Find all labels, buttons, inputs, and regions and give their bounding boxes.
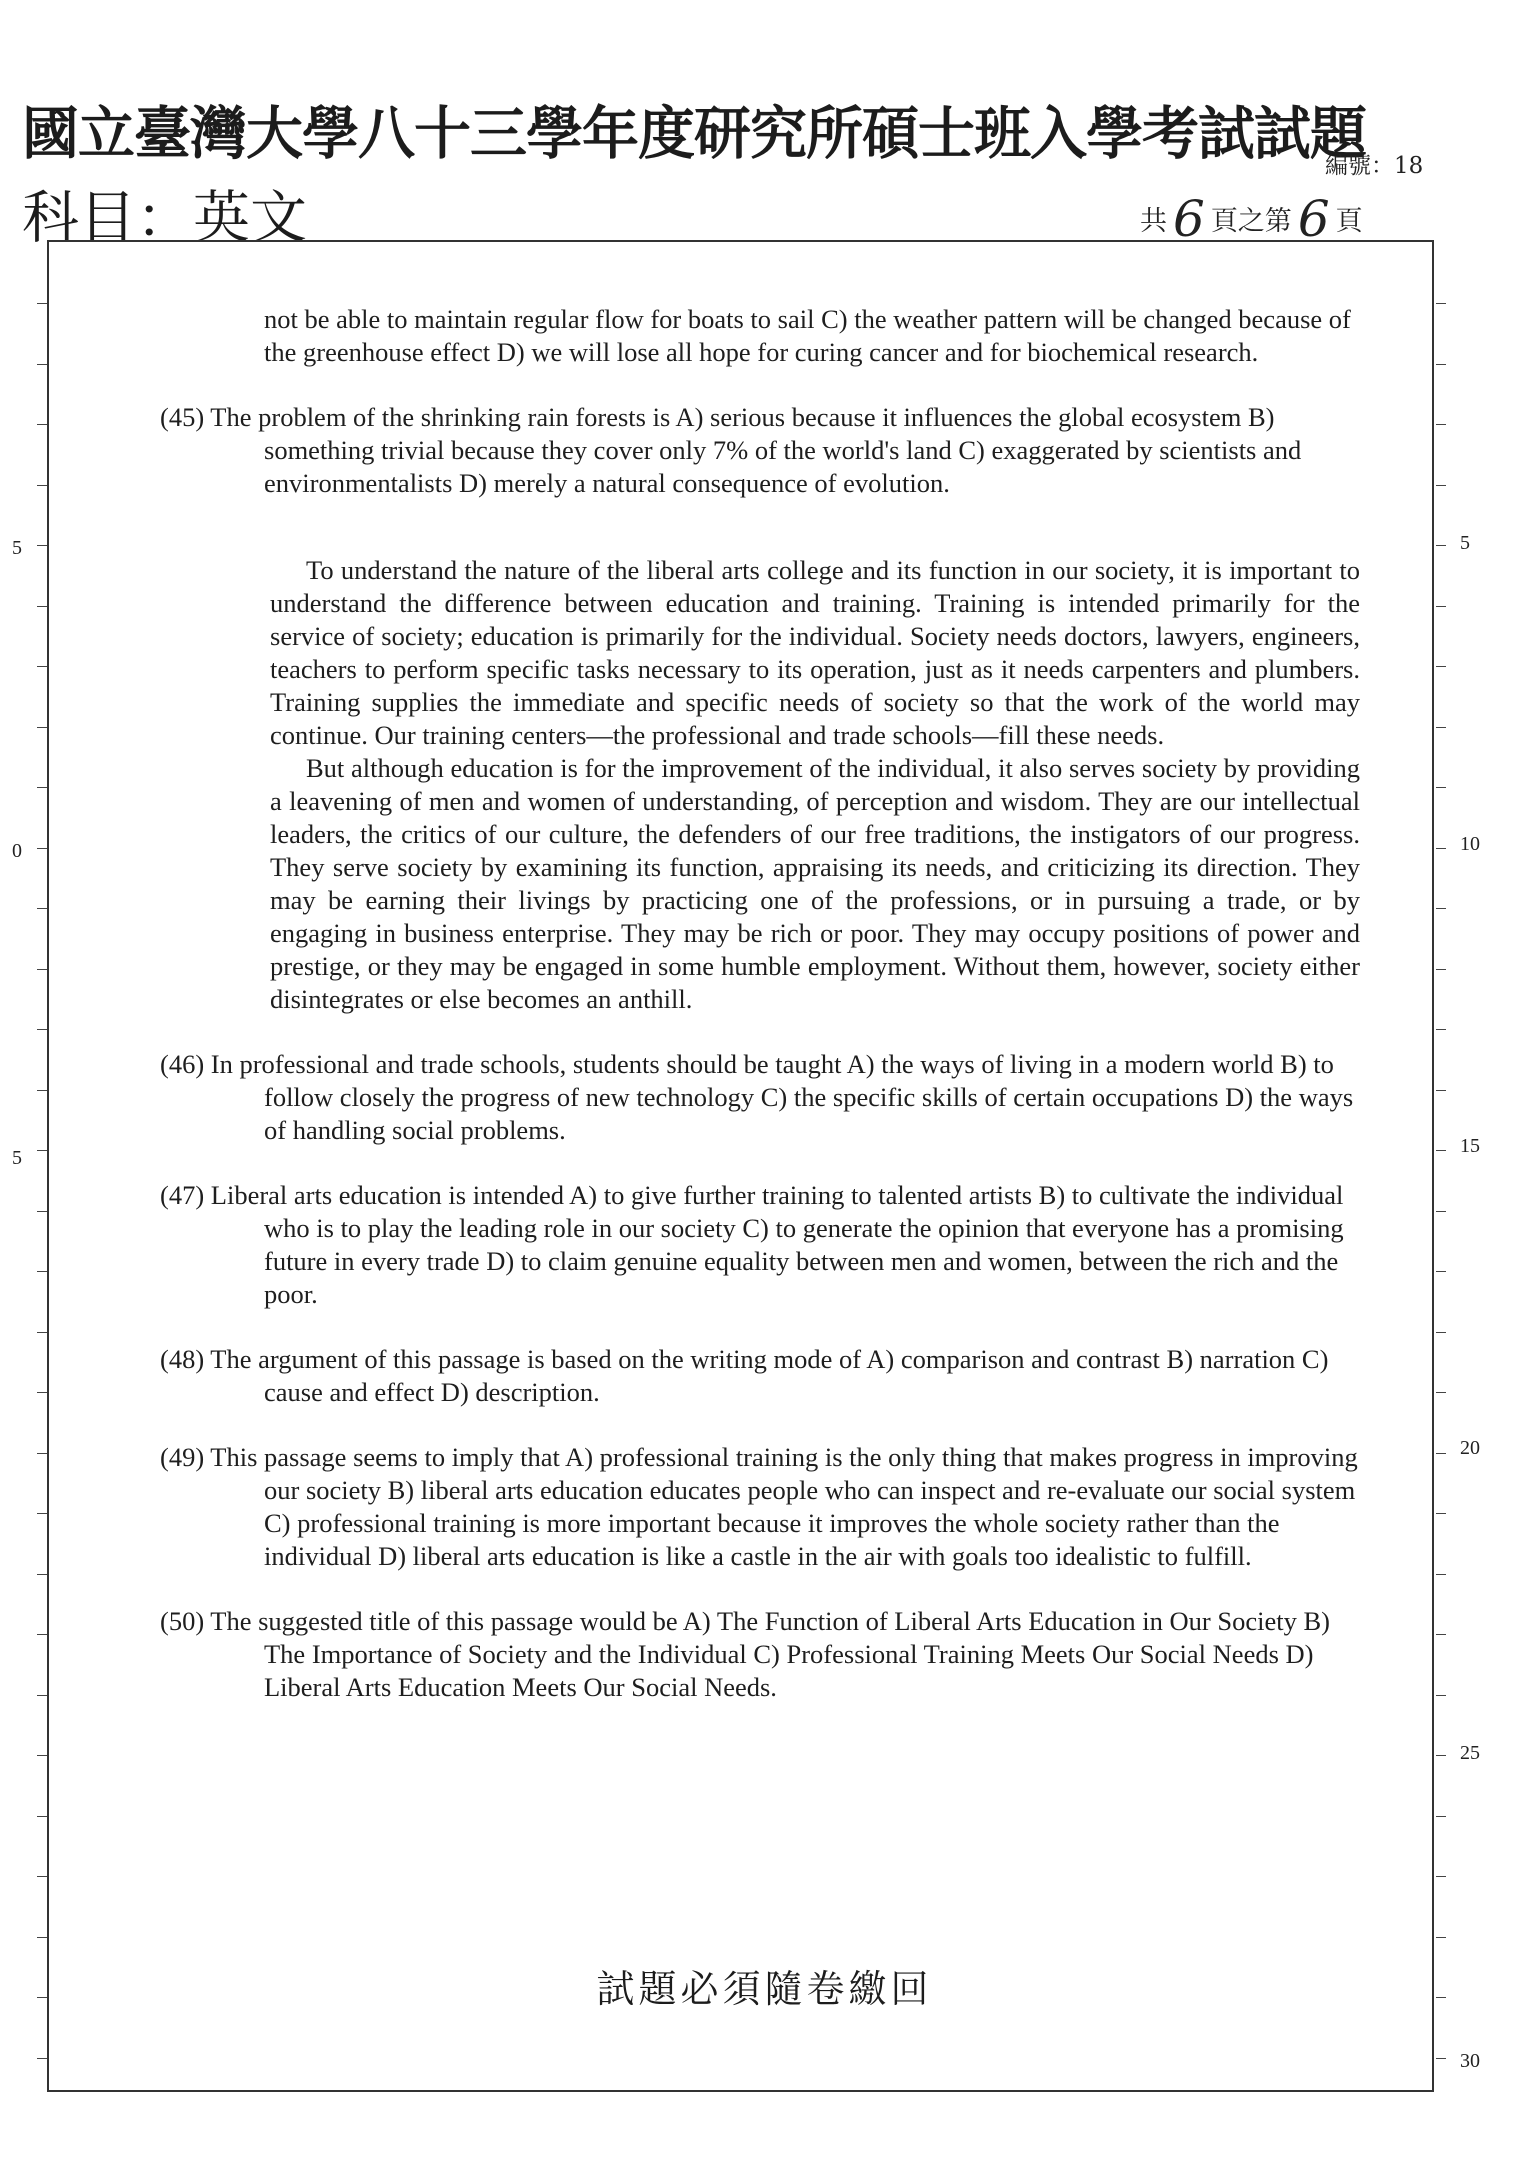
- right-line-number: 25: [1460, 1742, 1480, 1764]
- margin-tick: [37, 1211, 47, 1212]
- margin-tick: [1436, 727, 1446, 728]
- left-line-number: 5: [12, 537, 22, 559]
- page-suffix: 頁: [1335, 206, 1363, 237]
- margin-tick: [1436, 1332, 1446, 1333]
- margin-tick: [1436, 787, 1446, 788]
- page-current: 6: [1297, 190, 1330, 248]
- margin-tick: [1436, 969, 1446, 970]
- margin-tick: [37, 364, 47, 365]
- right-line-number: 20: [1460, 1437, 1480, 1459]
- margin-tick: [37, 848, 47, 849]
- question-48: (48) The argument of this passage is based on the writing mode of A) comparison and contrast B) narration C) cause and effect D) description.: [160, 1344, 1329, 1407]
- exam-content: [160, 303, 1360, 1704]
- margin-tick: [37, 1271, 47, 1272]
- margin-tick: [1436, 1271, 1446, 1272]
- left-line-number: 0: [12, 840, 22, 862]
- margin-tick: [37, 545, 47, 546]
- margin-tick: [1436, 908, 1446, 909]
- margin-tick: [1436, 1876, 1446, 1877]
- margin-tick: [1436, 424, 1446, 425]
- page-prefix: 共: [1140, 206, 1167, 237]
- margin-tick: [37, 1695, 47, 1696]
- margin-tick: [37, 1090, 47, 1091]
- footer-note: 試題必須隨卷繳回: [596, 1967, 933, 2011]
- exam-title: 國立臺灣大學八十三學年度研究所碩士班入學考試試題: [22, 100, 1366, 167]
- margin-tick: [37, 2058, 47, 2059]
- page-total: 6: [1173, 190, 1205, 248]
- margin-tick: [1436, 1392, 1446, 1393]
- margin-tick: [37, 1634, 47, 1635]
- right-line-number: 30: [1460, 2050, 1480, 2072]
- margin-tick: [1436, 1029, 1446, 1030]
- margin-tick: [1436, 1453, 1446, 1454]
- margin-tick: [37, 1574, 47, 1575]
- margin-tick: [37, 606, 47, 607]
- margin-tick: [37, 1332, 47, 1333]
- passage-paragraph-1: To understand the nature of the liberal arts college and its function in our society, it is important to understand the difference between education and training. Training is intended primarily for the service of society; education is primarily for the individual. Society needs doctors, lawyers, engineers, teachers to perform specific tasks necessary to its operation, just as it needs carpenters and plumbers. Training supplies the immediate and specific needs of society so that the work of the world may continue. Our training centers—the professional and trade schools—fill these needs.: [270, 555, 1360, 750]
- question-continuation: not be able to maintain regular flow for boats to sail C) the weather pattern will be changed because of the greenhouse effect D) we will lose all hope for curing cancer and for biochemical research.: [264, 304, 1351, 367]
- margin-tick: [37, 1150, 47, 1151]
- margin-tick: [1436, 485, 1446, 486]
- right-line-number: 5: [1460, 532, 1470, 554]
- margin-tick: [37, 787, 47, 788]
- margin-tick: [1436, 1937, 1446, 1938]
- margin-tick: [37, 969, 47, 970]
- margin-tick: [1436, 1634, 1446, 1635]
- margin-tick: [1436, 1574, 1446, 1575]
- margin-tick: [1436, 848, 1446, 849]
- left-line-number: 5: [12, 1147, 22, 1169]
- reading-passage: [160, 554, 1360, 1016]
- serial-number: 編號：18: [1325, 153, 1424, 179]
- margin-tick: [1436, 1695, 1446, 1696]
- margin-tick: [37, 908, 47, 909]
- margin-tick: [1436, 1211, 1446, 1212]
- margin-tick: [1436, 2058, 1446, 2059]
- margin-tick: [1436, 364, 1446, 365]
- margin-tick: [37, 485, 47, 486]
- margin-tick: [37, 1029, 47, 1030]
- margin-tick: [37, 303, 47, 304]
- subject-label: 科目：英文: [22, 185, 307, 251]
- margin-tick: [37, 1392, 47, 1393]
- margin-tick: [37, 1513, 47, 1514]
- passage-paragraph-2: But although education is for the improvement of the individual, it also serves society by providing a leavening of men and women of understanding, of perception and wisdom. They are our intellectual leaders, the critics of our culture, the defenders of our free traditions, the instigators of our progress. They serve society by examining its function, appraising its needs, and criticizing its direction. They may be earning their livings by practicing one of the professions, or in pursuing a trade, or by engaging in business enterprise. They may be rich or poor. They may occupy positions of power and prestige, or they may be engaged in some humble employment. Without them, however, society either disintegrates or else becomes an anthill.: [270, 753, 1360, 1014]
- margin-tick: [37, 424, 47, 425]
- margin-tick: [1436, 606, 1446, 607]
- right-line-number: 10: [1460, 833, 1480, 855]
- right-line-number: 15: [1460, 1135, 1480, 1157]
- margin-tick: [1436, 1816, 1446, 1817]
- margin-tick: [1436, 666, 1446, 667]
- margin-tick: [1436, 303, 1446, 304]
- question-46: (46) In professional and trade schools, students should be taught A) the ways of living in a modern world B) to follow closely the progress of new technology C) the specific skills of certain occupations D) the ways of handling social problems.: [160, 1049, 1354, 1145]
- margin-tick: [37, 727, 47, 728]
- question-47: (47) Liberal arts education is intended A) to give further training to talented artists B) to cultivate the individual who is to play the leading role in our society C) to generate the opinion that everyone has a promising future in every trade D) to claim genuine equality between men and women, between the rich and the poor.: [160, 1180, 1344, 1309]
- margin-tick: [37, 666, 47, 667]
- margin-tick: [37, 1755, 47, 1756]
- page-mid: 頁之第: [1210, 206, 1292, 237]
- margin-tick: [1436, 1150, 1446, 1151]
- margin-tick: [37, 1816, 47, 1817]
- question-49: (49) This passage seems to imply that A) professional training is the only thing that makes progress in improving our society B) liberal arts education educates people who can inspect and re-evaluate our social system C) professional training is more important because it improves the whole society rather than the individual D) liberal arts education is like a castle in the air with goals too idealistic to fulfill.: [160, 1442, 1358, 1571]
- question-50: (50) The suggested title of this passage would be A) The Function of Liberal Arts Education in Our Society B) The Importance of Society and the Individual C) Professional Training Meets Our Social Needs D) Liberal Arts Education Meets Our Social Needs.: [160, 1606, 1330, 1702]
- margin-tick: [37, 1453, 47, 1454]
- margin-tick: [1436, 1513, 1446, 1514]
- margin-tick: [1436, 545, 1446, 546]
- margin-tick: [1436, 1090, 1446, 1091]
- margin-tick: [1436, 1755, 1446, 1756]
- margin-tick: [37, 1876, 47, 1877]
- margin-tick: [37, 1937, 47, 1938]
- question-45: (45) The problem of the shrinking rain forests is A) serious because it influences the global ecosystem B) something trivial because they cover only 7% of the world's land C) exaggerated by scientists and environmentalists D) merely a natural consequence of evolution.: [160, 402, 1302, 498]
